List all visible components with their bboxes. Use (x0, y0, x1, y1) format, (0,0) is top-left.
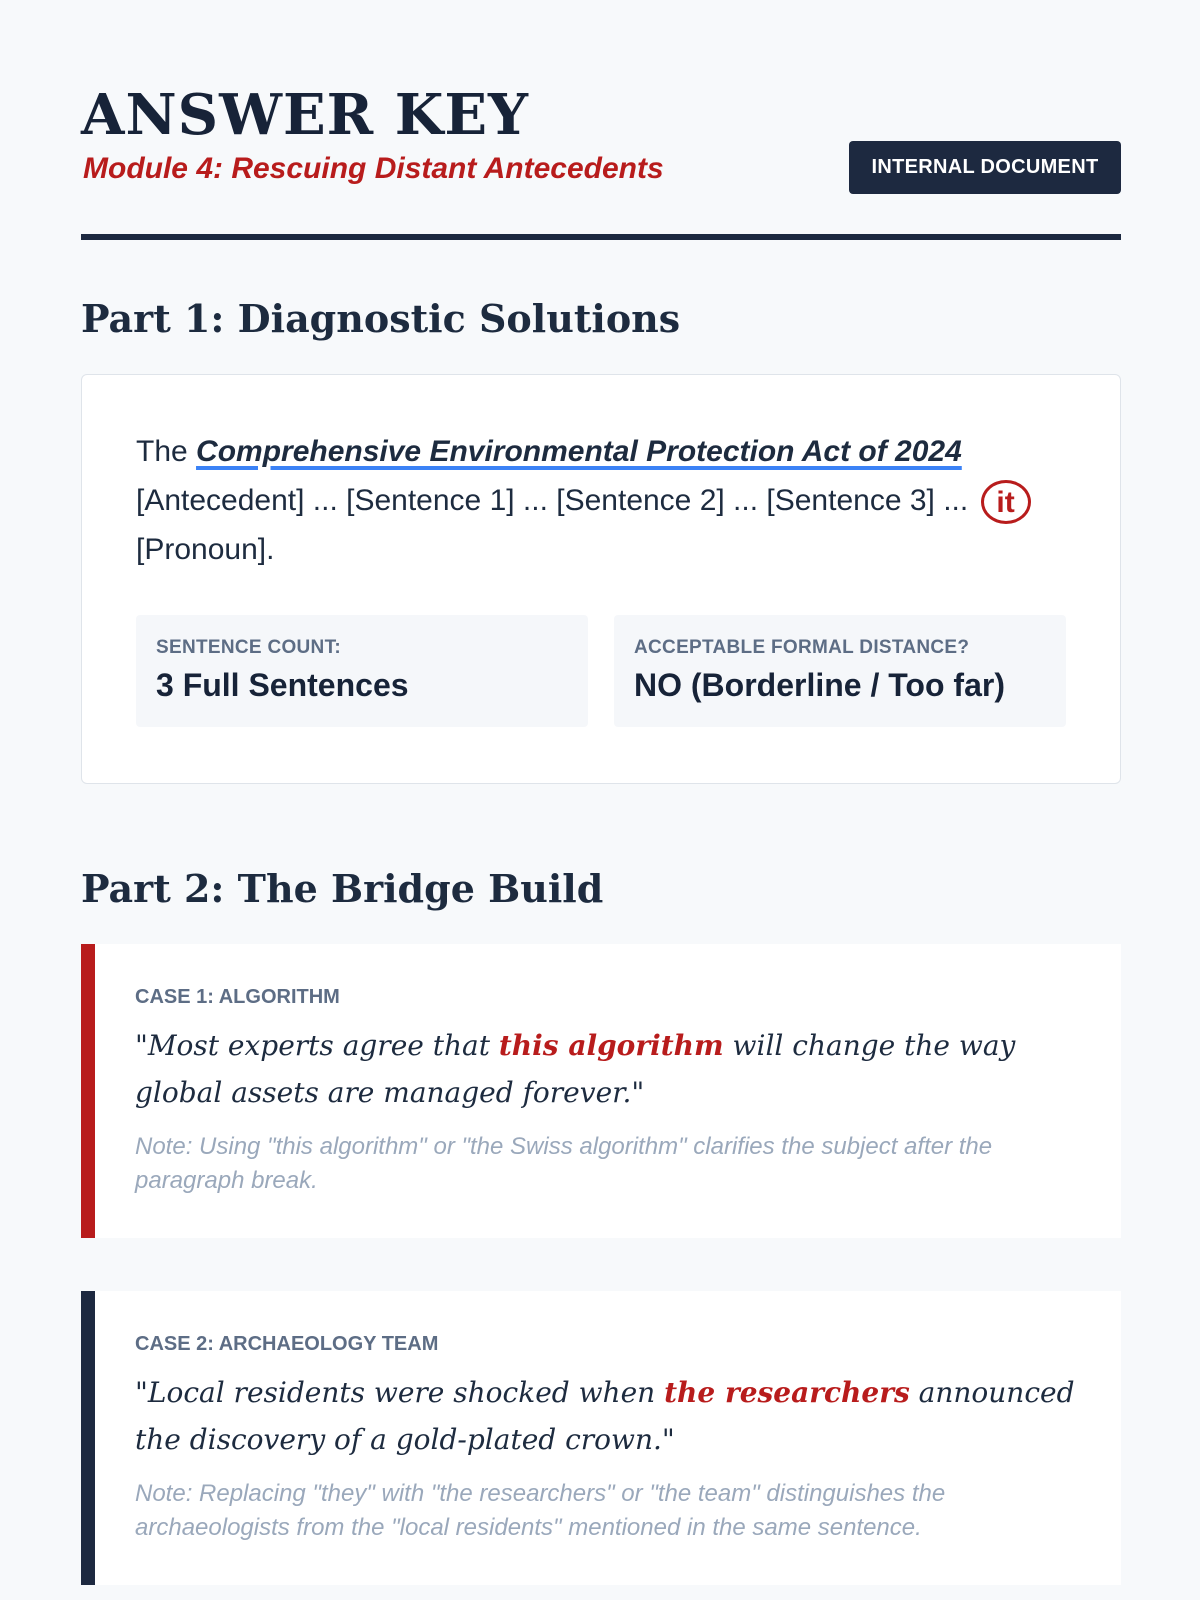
diagnostic-card (81, 374, 1121, 784)
stat-label: ACCEPTABLE FORMAL DISTANCE? (634, 637, 970, 658)
stat-value: 3 Full Sentences (156, 667, 409, 703)
example-lead: The (136, 435, 197, 468)
example-tail: [Pronoun]. (136, 533, 275, 566)
sentence-count-stat (136, 615, 588, 727)
part2-heading: Part 2: The Bridge Build (81, 866, 604, 911)
stat-label: SENTENCE COUNT: (156, 637, 342, 658)
example-middle: [Antecedent] ... [Sentence 1] ... [Sentence 2] ... [Sentence 3] ... (136, 484, 969, 517)
quote-highlight: the researchers (664, 1376, 910, 1409)
case-note: Note: Using "this algorithm" or "the Swiss algorithm" clarifies the subject after the paragraph break. (135, 1133, 993, 1194)
module-subtitle: Module 4: Rescuing Distant Antecedents (83, 152, 664, 185)
case-quote (135, 1369, 1085, 1463)
quote-after: announced the discovery of a gold-plated crown." (135, 1376, 1075, 1456)
quote-before: "Most experts agree that (135, 1029, 499, 1062)
case-label: CASE 2: ARCHAEOLOGY TEAM (135, 1333, 439, 1355)
formal-distance-stat (614, 615, 1066, 727)
case-card-archaeology (81, 1291, 1121, 1585)
diagnostic-example (136, 427, 1076, 574)
internal-document-badge: INTERNAL DOCUMENT (849, 141, 1121, 194)
quote-after: will change the way global assets are managed forever." (135, 1029, 1016, 1109)
pronoun-circle: it (981, 480, 1031, 524)
page-title: ANSWER KEY (81, 82, 530, 148)
case-quote (135, 1022, 1085, 1116)
case-note: Note: Replacing "they" with "the researchers" or "the team" distinguishes the archaeologists from the "local residents" mentioned in the same sentence. (135, 1480, 946, 1541)
antecedent-text: Comprehensive Environmental Protection Act of 2024 (196, 435, 962, 468)
header (81, 0, 1121, 244)
quote-before: "Local residents were shocked when (135, 1376, 665, 1409)
answer-key-page (81, 0, 1121, 1541)
case-label: CASE 1: ALGORITHM (135, 986, 340, 1008)
header-divider (81, 234, 1121, 240)
quote-highlight: this algorithm (498, 1029, 724, 1062)
case-card-algorithm (81, 944, 1121, 1238)
part1-heading: Part 1: Diagnostic Solutions (81, 296, 681, 341)
stat-value: NO (Borderline / Too far) (634, 667, 1005, 703)
